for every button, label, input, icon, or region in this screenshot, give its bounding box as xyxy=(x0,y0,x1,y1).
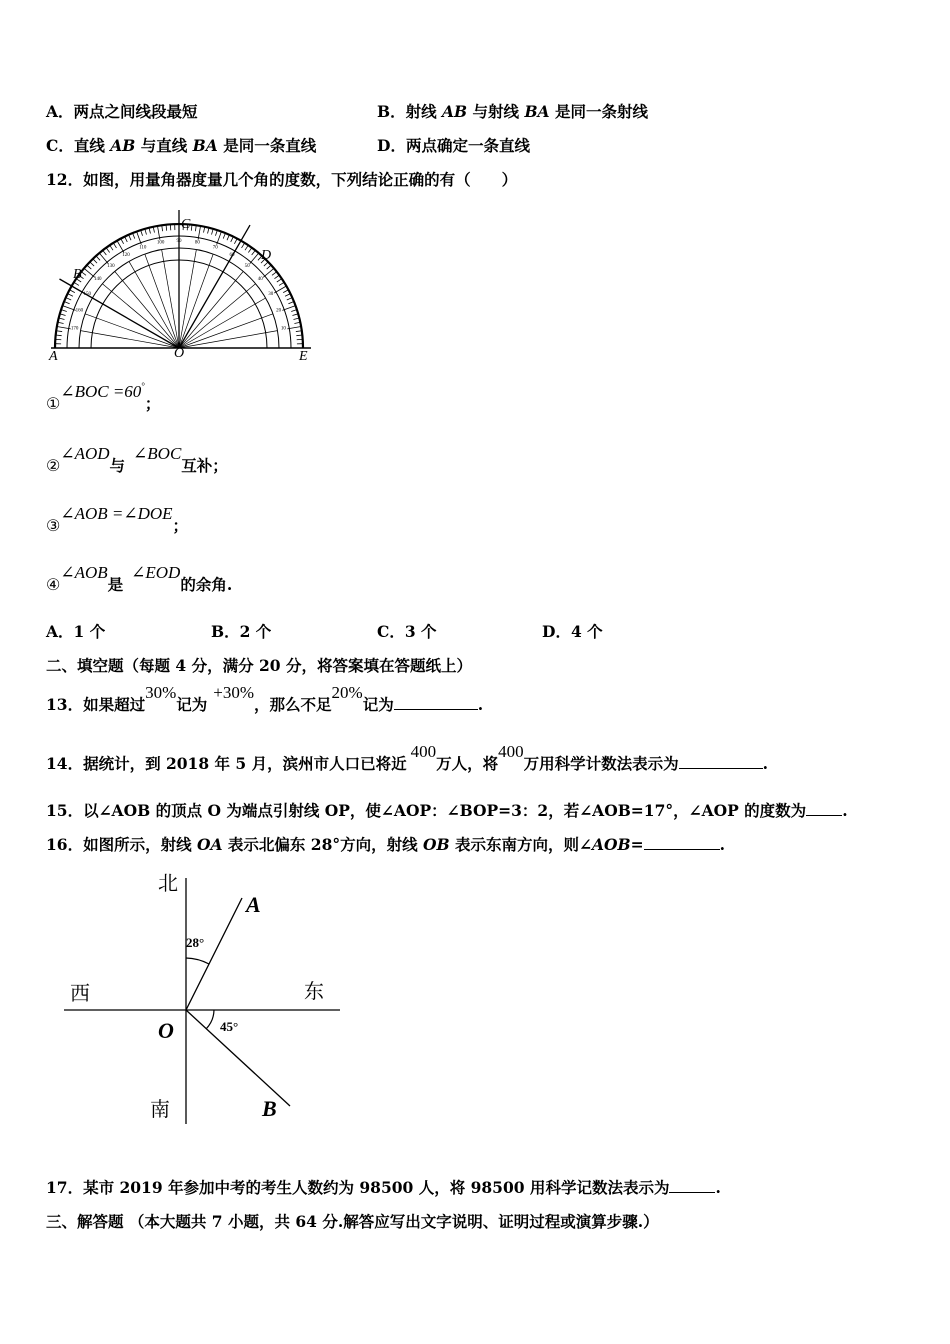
q11-option-c: C．直线 AB 与直线 BA 是同一条直线 xyxy=(46,136,317,155)
q12-option-b: B．2 个 xyxy=(211,622,272,641)
q12-option-c: C．3 个 xyxy=(377,622,437,641)
q12-statement-2: ②∠AOD与∠BOC互补； xyxy=(46,444,228,475)
compass-angle-45: 45° xyxy=(220,1019,239,1034)
svg-text:10: 10 xyxy=(280,326,286,332)
q13-answer-blank[interactable] xyxy=(394,695,478,710)
compass-label-a: A xyxy=(246,892,261,917)
svg-text:80: 80 xyxy=(194,240,200,246)
svg-text:120: 120 xyxy=(122,253,130,259)
svg-text:40: 40 xyxy=(257,276,263,282)
q17-answer-blank[interactable] xyxy=(669,1178,715,1193)
compass-west: 西 xyxy=(70,983,90,1005)
compass-east: 东 xyxy=(304,981,324,1003)
svg-text:130: 130 xyxy=(107,263,115,269)
q12-statement-1: ①∠BOC =60°； xyxy=(46,381,161,413)
svg-text:60: 60 xyxy=(229,253,235,259)
svg-text:20: 20 xyxy=(276,308,282,314)
q12-statement-3: ③∠AOB =∠DOE； xyxy=(46,504,189,535)
compass-figure xyxy=(60,868,360,1128)
section-3-heading: 三、解答题 （本大题共 7 小题，共 64 分.解答应写出文字说明、证明过程或演算步骤.） xyxy=(46,1212,659,1231)
q14-answer-blank[interactable] xyxy=(679,754,763,769)
q17: 17．某市 2019 年参加中考的考生人数约为 98500 人，将 98500 用科学记数法表示为 . xyxy=(46,1178,721,1197)
q16-answer-blank[interactable] xyxy=(644,835,720,850)
section-2-heading: 二、填空题（每题 4 分，满分 20 分，将答案填在答题纸上） xyxy=(46,656,472,675)
q12-option-d: D．4 个 xyxy=(542,622,603,641)
svg-text:140: 140 xyxy=(94,276,102,282)
ray-oa xyxy=(186,898,242,1010)
q14: 14．据统计，到 2018 年 5 月，滨州市人口已将近400万人，将400万用科学计数法表示为 . xyxy=(46,742,769,773)
protractor-label-e: E xyxy=(299,349,308,364)
compass-label-b: B xyxy=(262,1096,277,1121)
q16: 16．如图所示，射线 OA 表示北偏东 28°方向，射线 OB 表示东南方向，则∠AOB= . xyxy=(46,835,726,854)
svg-text:150: 150 xyxy=(83,292,91,297)
svg-text:90: 90 xyxy=(176,239,182,244)
q12-statement-4: ④∠AOB是∠EOD的余角. xyxy=(46,563,233,594)
q15: 15．以∠AOB 的顶点 O 为端点引射线 OP，使∠AOP：∠BOP=3：2，若∠AOB=17°，∠AOP 的度数为 . xyxy=(46,801,848,820)
svg-text:160: 160 xyxy=(75,308,84,314)
svg-text:30: 30 xyxy=(268,292,274,297)
protractor-label-a: A xyxy=(49,349,58,364)
compass-south: 南 xyxy=(150,1099,170,1121)
q11-option-b: B．射线 AB 与射线 BA 是同一条射线 xyxy=(377,102,648,121)
protractor-label-d: D xyxy=(261,248,272,263)
q11-option-a: A．两点之间线段最短 xyxy=(46,102,198,121)
svg-text:170: 170 xyxy=(70,326,79,332)
compass-north: 北 xyxy=(158,873,178,895)
q12-stem: 12．如图，用量角器度量几个角的度数，下列结论正确的有（ ） xyxy=(46,170,518,189)
protractor-label-b: B xyxy=(73,267,82,282)
svg-text:100: 100 xyxy=(156,240,165,246)
svg-text:50: 50 xyxy=(244,263,250,269)
q11-option-d: D．两点确定一条直线 xyxy=(377,136,530,155)
q15-answer-blank[interactable] xyxy=(806,801,842,816)
protractor-label-o: O xyxy=(174,346,185,361)
protractor-figure xyxy=(45,208,325,368)
compass-angle-28: 28° xyxy=(186,935,205,950)
svg-text:110: 110 xyxy=(139,245,147,251)
compass-label-o: O xyxy=(158,1018,174,1043)
svg-text:70: 70 xyxy=(212,245,218,251)
protractor-label-c: C xyxy=(181,217,191,232)
q13: 13．如果超过30%记为+30%，那么不足20%记为 . xyxy=(46,683,484,714)
q12-option-a: A．1 个 xyxy=(46,622,106,641)
